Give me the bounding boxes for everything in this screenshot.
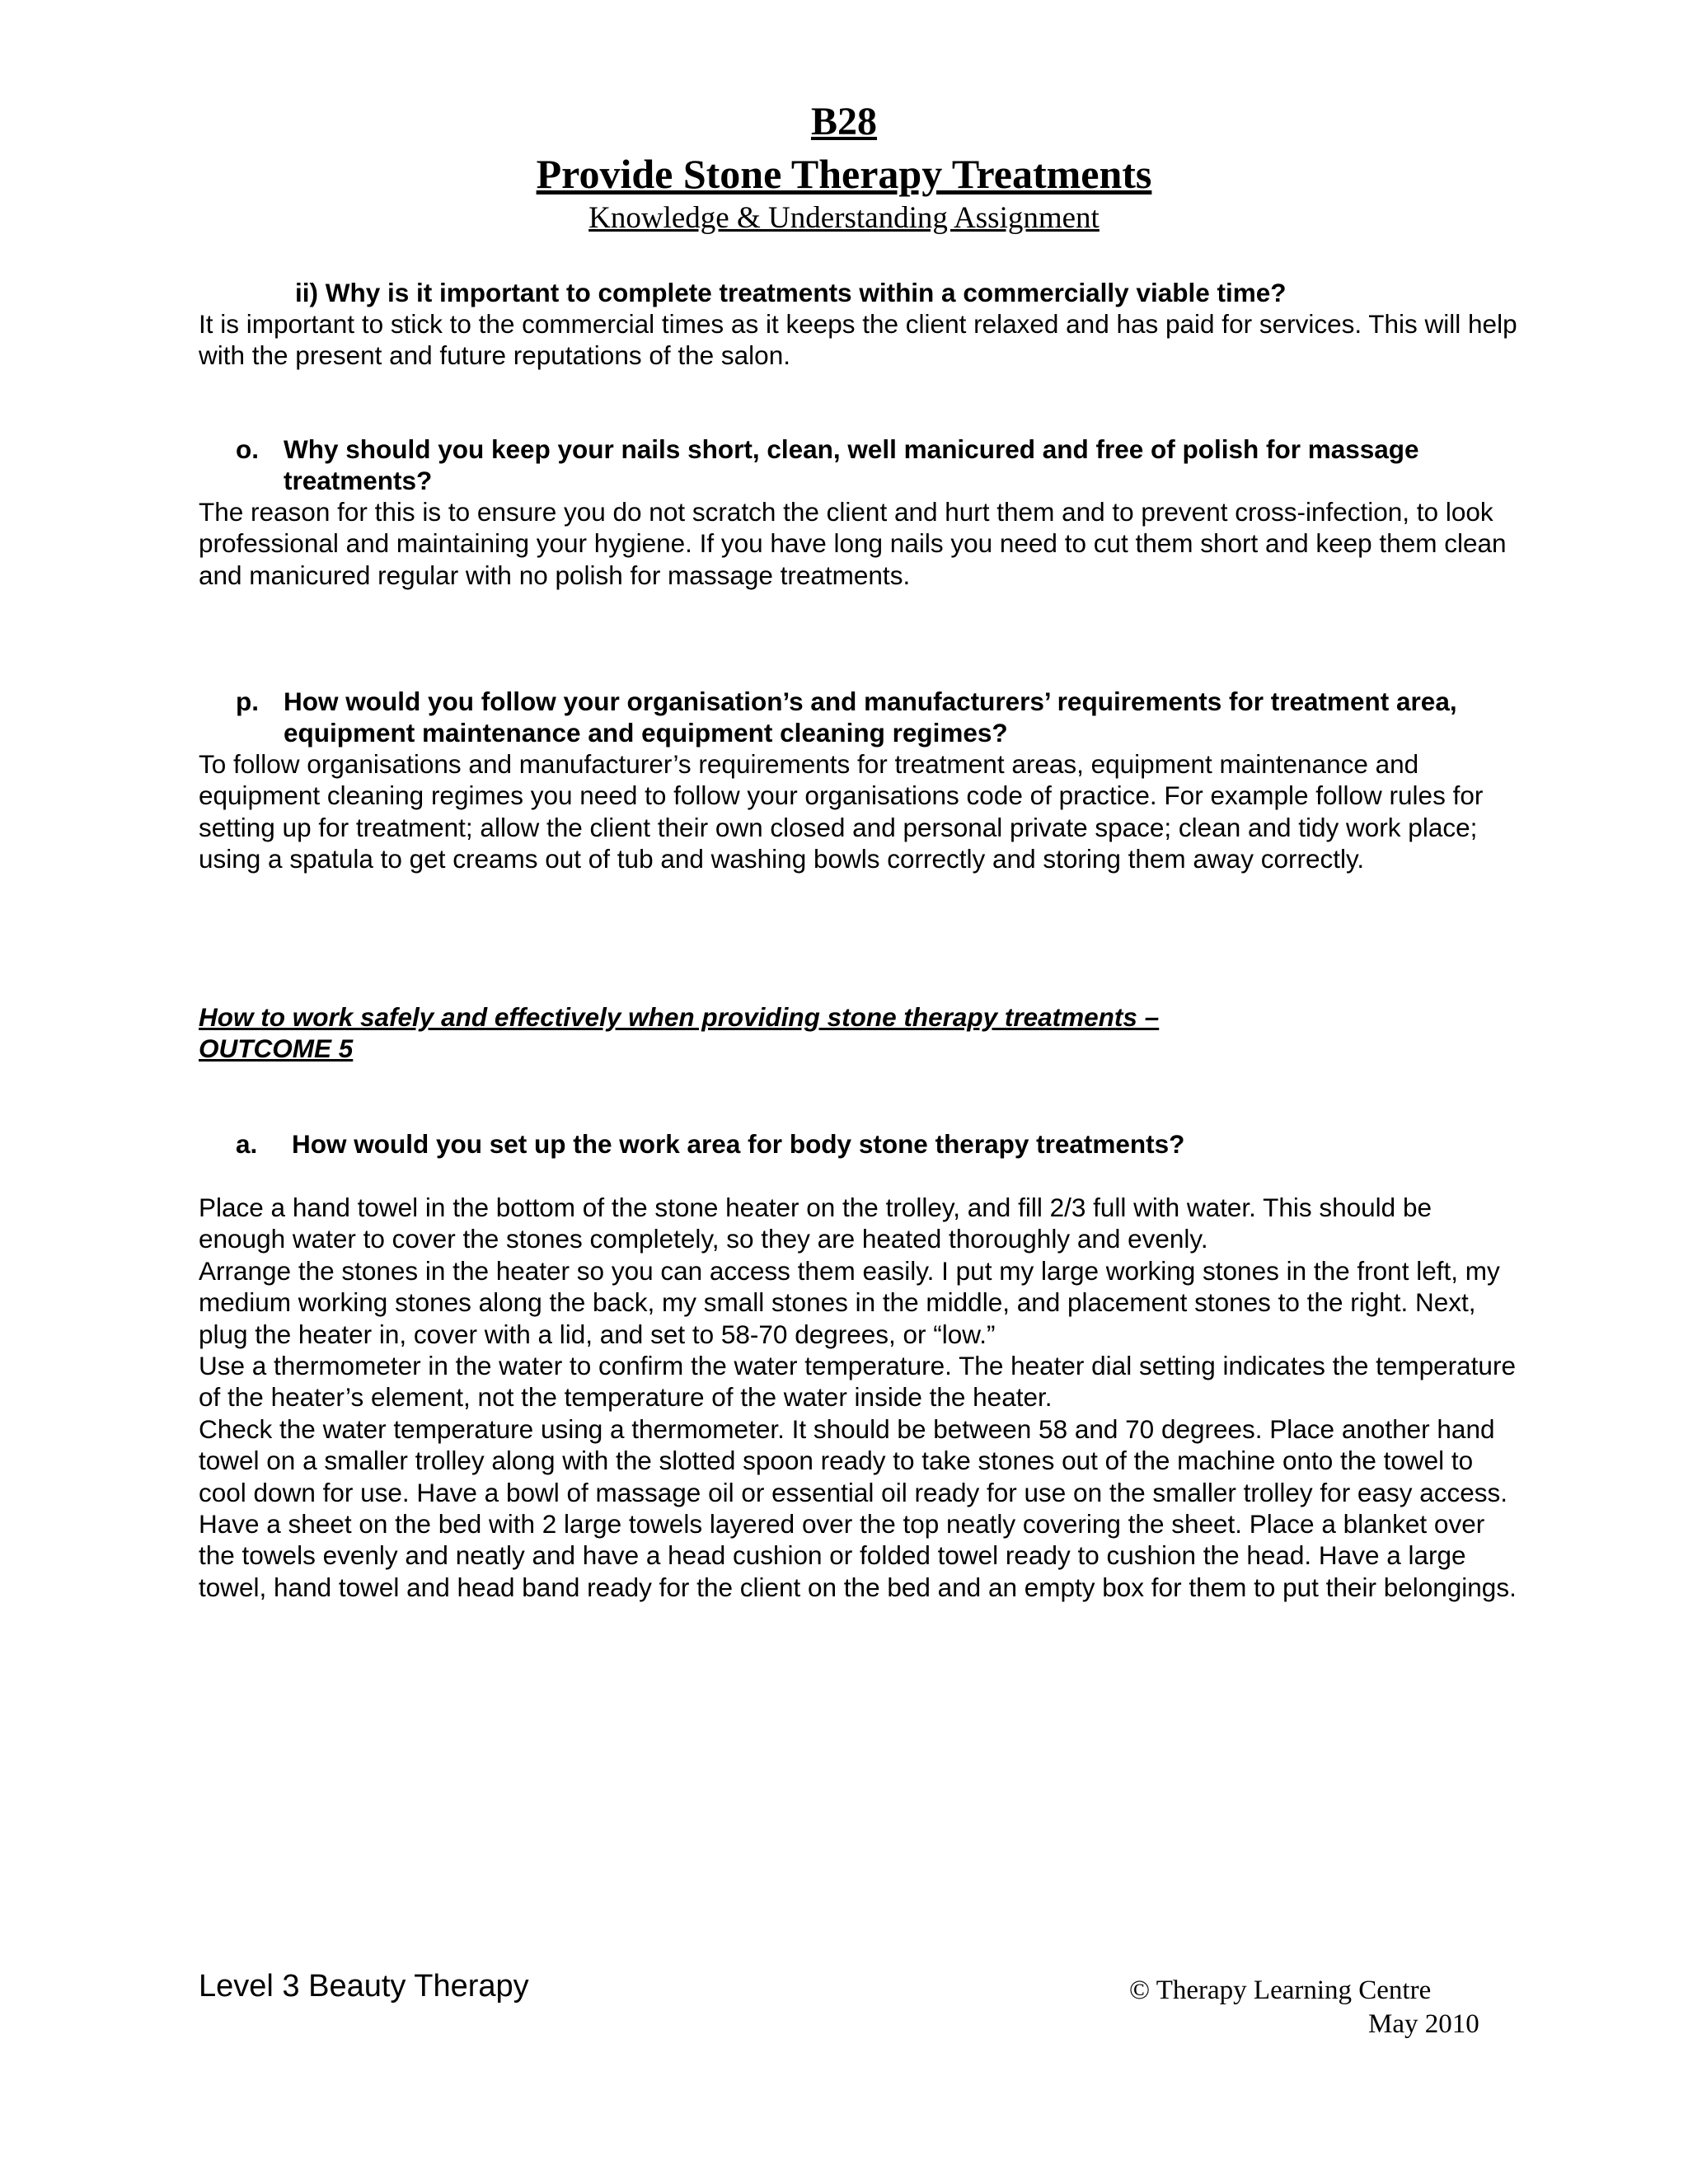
- footer-copyright: © Therapy Learning Centre: [1129, 1975, 1432, 2005]
- outcome-heading-line-1: How to work safely and effectively when providing stone therapy treatments –: [199, 1002, 1160, 1032]
- question-text: Why should you keep your nails short, clean, well manicured and free of polish for massage treatments?: [284, 434, 1419, 495]
- question-label: p.: [236, 687, 259, 716]
- question-label: o.: [236, 434, 259, 464]
- unit-code: B28: [810, 100, 877, 143]
- question-ii: ii) Why is it important to complete treatments within a commercially viable time?: [295, 278, 1287, 307]
- footer-course: Level 3 Beauty Therapy: [199, 1969, 529, 2004]
- answer-paragraph: Use a thermometer in the water to confirm the water temperature. The heater dial setting indicates the temperature of the heater’s element, not the temperature of the water inside the heater.: [199, 1351, 1516, 1413]
- page-title: Provide Stone Therapy Treatments: [536, 151, 1152, 197]
- answer-paragraph: Check the water temperature using a thermometer. It should be between 58 and 70 degrees. Place another hand towel on a smaller trolley along with the slotted spoon ready to take stones out of the machine onto the towel to cool down for use. Have a bowl of massage oil or essential oil ready for use on the smaller trolley for easy access. Have a sheet on the bed with 2 large towels layered over the top neatly covering the sheet. Place a blanket over the towels evenly and neatly and have a head cushion or folded towel ready to cushion the head. Have a large towel, hand towel and head band ready for the client on the bed and an empty box for them to put their belongings.: [199, 1413, 1517, 1602]
- question-label: a.: [236, 1129, 258, 1159]
- outcome-heading-line-2: OUTCOME 5: [199, 1033, 354, 1063]
- question-text: How would you follow your organisation’s and manufacturers’ requirements for treatment area, equipment maintenance and equipment cleaning regimes?: [284, 687, 1457, 748]
- outcome-heading: [199, 1001, 1353, 1064]
- answer-paragraph: Place a hand towel in the bottom of the stone heater on the trolley, and fill 2/3 full with water. This should be enough water to cover the stones completely, so they are heated thoroughly and evenly.: [199, 1193, 1432, 1254]
- footer-date: May 2010: [1368, 2009, 1479, 2039]
- answer-p: To follow organisations and manufacturer’s requirements for treatment areas, equipment maintenance and equipment cleaning regimes you need to follow your organisations code of practice. For example follow rules for setting up for treatment; allow the client their own closed and personal private space; clean and tidy work place; using a spatula to get creams out of tub and washing bowls correctly and storing them away correctly.: [199, 749, 1484, 874]
- answer-o: The reason for this is to ensure you do not scratch the client and hurt them and to prevent cross-infection, to look professional and maintaining your hygiene. If you have long nails you need to cut them short and keep them clean and manicured regular with no polish for massage treatments.: [199, 497, 1507, 590]
- page-subtitle: Knowledge & Understanding Assignment: [588, 201, 1100, 235]
- answer-paragraph: Arrange the stones in the heater so you can access them easily. I put my large working stones in the front left, my medium working stones along the back, my small stones in the middle, and placement stones to the right. Next, plug the heater in, cover with a lid, and set to 58-70 degrees, or “low.”: [199, 1255, 1500, 1349]
- answer-a: [199, 1192, 1517, 1603]
- answer-ii: It is important to stick to the commercial times as it keeps the client relaxed and has paid for services. This will help with the present and future reputations of the salon.: [199, 309, 1517, 371]
- question-text: How would you set up the work area for body stone therapy treatments?: [292, 1129, 1185, 1159]
